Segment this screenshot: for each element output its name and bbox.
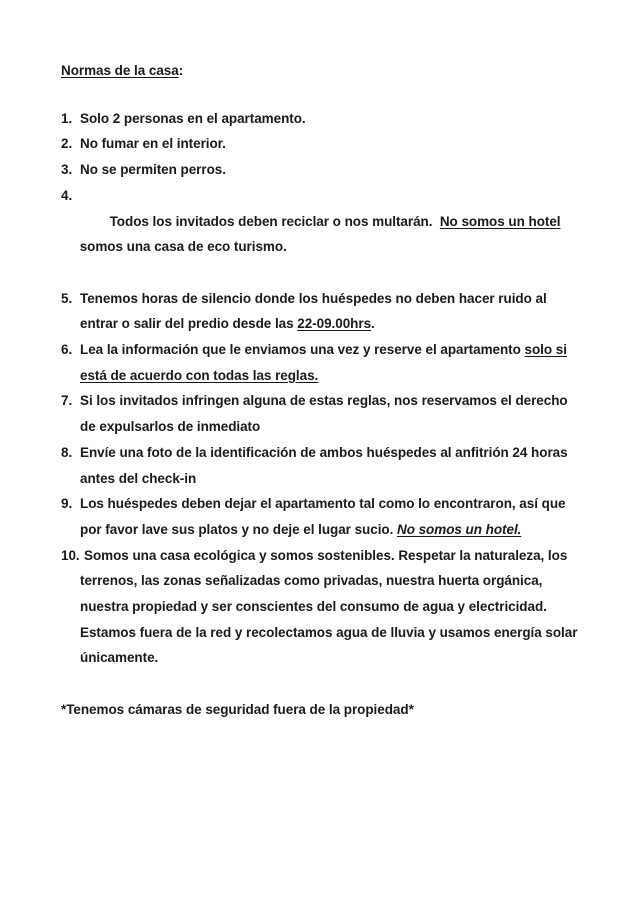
rule-emphasis: No somos un hotel [439,213,561,229]
rule-item-7 [61,388,581,439]
rule-text: Los huéspedes deben dejar el apartamento tal como lo encontraron, así que por favor lave sus platos y no deje el lugar sucio. [80,496,566,537]
rule-item-9 [61,491,581,542]
rule-text: Lea la información que le enviamos una vez y reserve el apartamento [80,342,525,358]
rule-text: Todos los invitados deben reciclar o nos multarán. [109,213,440,229]
document-body [61,61,581,723]
rule-text-end: . [371,316,375,332]
rule-number: 4. [61,187,73,203]
rule-number: 3. [61,162,73,178]
rule-number: 7. [61,393,73,409]
rule-text: Envíe una foto de la identificación de ambos huéspedes al anfitrión 24 horas antes del check-in [80,444,568,486]
rule-text: No fumar en el interior. [80,136,226,152]
rule-emphasis: solo si está de acuerdo con todas las reglas. [80,342,567,383]
rule-item-1 [61,106,581,132]
rule-number: 6. [61,342,73,358]
rule-number: 5. [61,290,73,306]
rule-item-10 [61,543,581,672]
rule-text: Si los invitados infringen alguna de estas reglas, nos reservamos el derecho de expulsarlos de inmediato [80,393,568,435]
rule-text: Tenemos horas de silencio donde los huéspedes no deben hacer ruido al entrar o salir del predio desde las [80,290,547,332]
rule-number: 2. [61,136,73,152]
title-colon: : [178,63,184,78]
rule-number: 8. [61,444,73,460]
rules-list [61,106,581,671]
rule-number: 1. [61,110,73,126]
rule-text-continued: somos una casa de eco turismo. [76,239,287,255]
rule-emphasis: No somos un hotel. [397,521,522,537]
rule-item-2 [61,131,581,157]
rule-item-3 [61,157,581,183]
rule-emphasis: 22-09.00hrs [297,316,372,332]
rule-text: Somos una casa ecológica y somos sostenibles. Respetar la naturaleza, los terrenos, las zonas señalizadas como privadas, nuestra huerta orgánica, nuestra propiedad y ser conscientes del consumo de agua y electricidad. Estamos fuera de la red y recolectamos agua de lluvia y usamos energía solar únicamente. [80,547,578,666]
rule-item-4 [61,183,581,286]
rule-item-6 [61,337,581,388]
rule-text: No se permiten perros. [80,162,226,178]
rule-item-5 [61,286,581,337]
title-text: Normas de la casa [61,63,179,78]
rule-item-8 [61,440,581,491]
document-title [61,61,581,80]
rule-number: 10. [61,547,80,563]
rule-text: Solo 2 personas en el apartamento. [80,110,306,126]
security-camera-notice: *Tenemos cámaras de seguridad fuera de la propiedad* [61,701,414,717]
rule-number: 9. [61,496,73,512]
